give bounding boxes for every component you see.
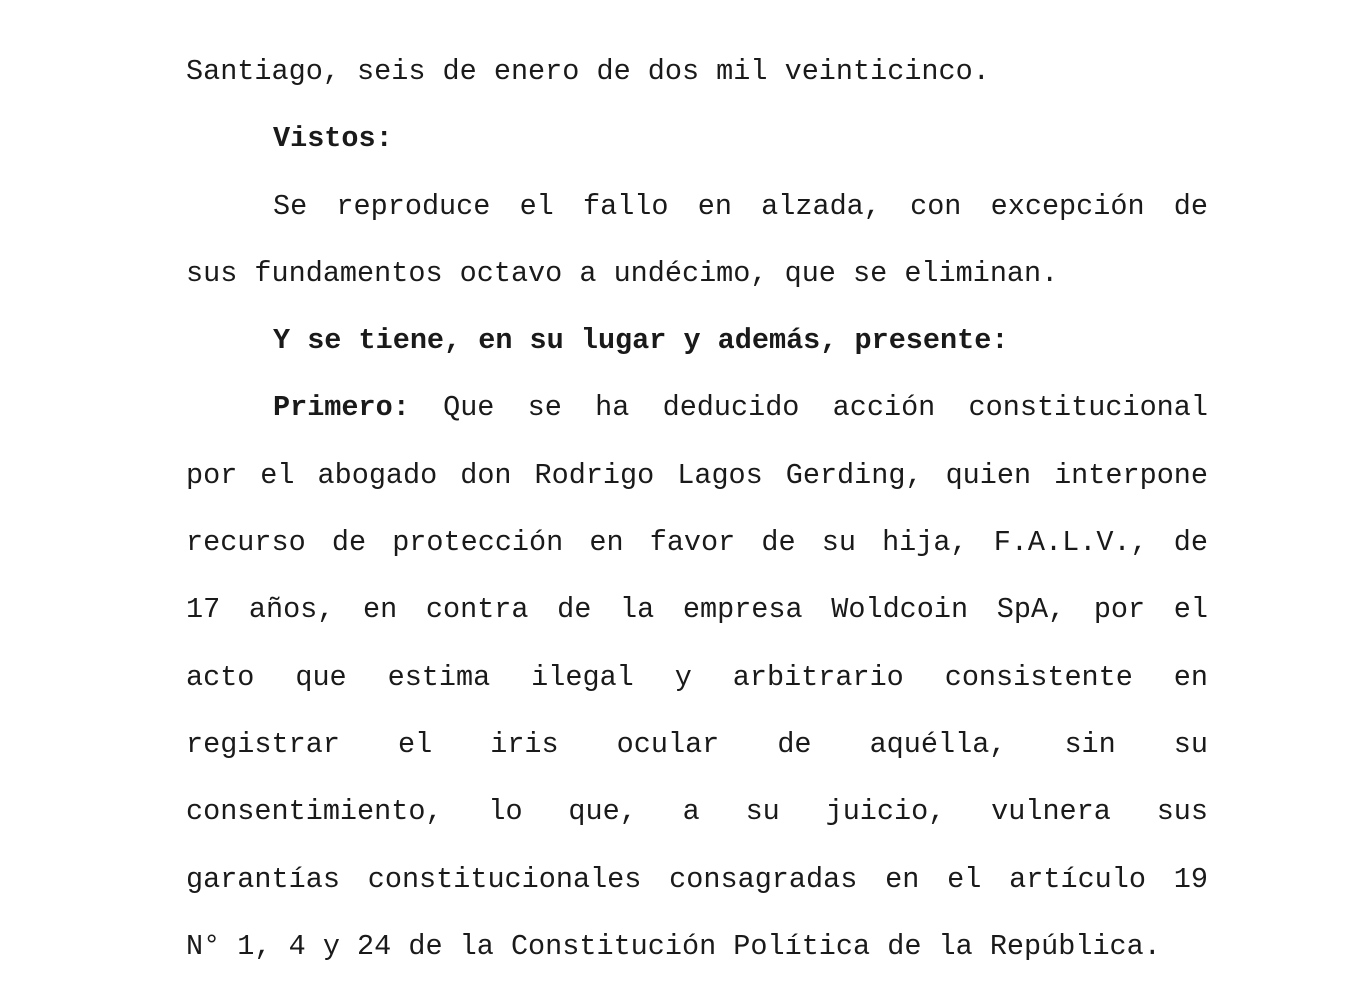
date-line: Santiago, seis de enero de dos mil veinticinco. <box>186 55 990 88</box>
paragraph-line: recurso de protección en favor de su hija, F.A.L.V., de <box>186 526 1208 560</box>
paragraph-last-line: N° 1, 4 y 24 de la Constitución Política de la República. <box>186 929 1161 963</box>
vistos-heading: Vistos: <box>273 122 393 156</box>
paragraph-line: por el abogado don Rodrigo Lagos Gerding, quien interpone <box>186 458 1208 492</box>
paragraph-first-line <box>186 374 1208 441</box>
primero-first-line-text: Que se ha deducido acción constitucional <box>443 391 1208 425</box>
paragraph-line: Se reproduce el fallo en alzada, con excepción de <box>273 189 1208 223</box>
primero-paragraph <box>186 374 1208 980</box>
paragraph-line: garantías constitucionales consagradas en el artículo 19 <box>186 862 1208 896</box>
primero-label: Primero: <box>273 391 410 425</box>
paragraph-line: consentimiento, lo que, a su juicio, vulnera sus <box>186 795 1208 829</box>
section-heading: Y se tiene, en su lugar y además, presente: <box>273 324 1009 358</box>
vistos-paragraph <box>186 173 1208 308</box>
paragraph-line: acto que estima ilegal y arbitrario consistente en <box>186 660 1208 694</box>
paragraph-line: registrar el iris ocular de aquélla, sin su <box>186 727 1208 761</box>
paragraph-line: sus fundamentos octavo a undécimo, que se eliminan. <box>186 256 1059 290</box>
document-page <box>186 38 1208 980</box>
paragraph-line: 17 años, en contra de la empresa Woldcoin SpA, por el <box>186 593 1208 627</box>
